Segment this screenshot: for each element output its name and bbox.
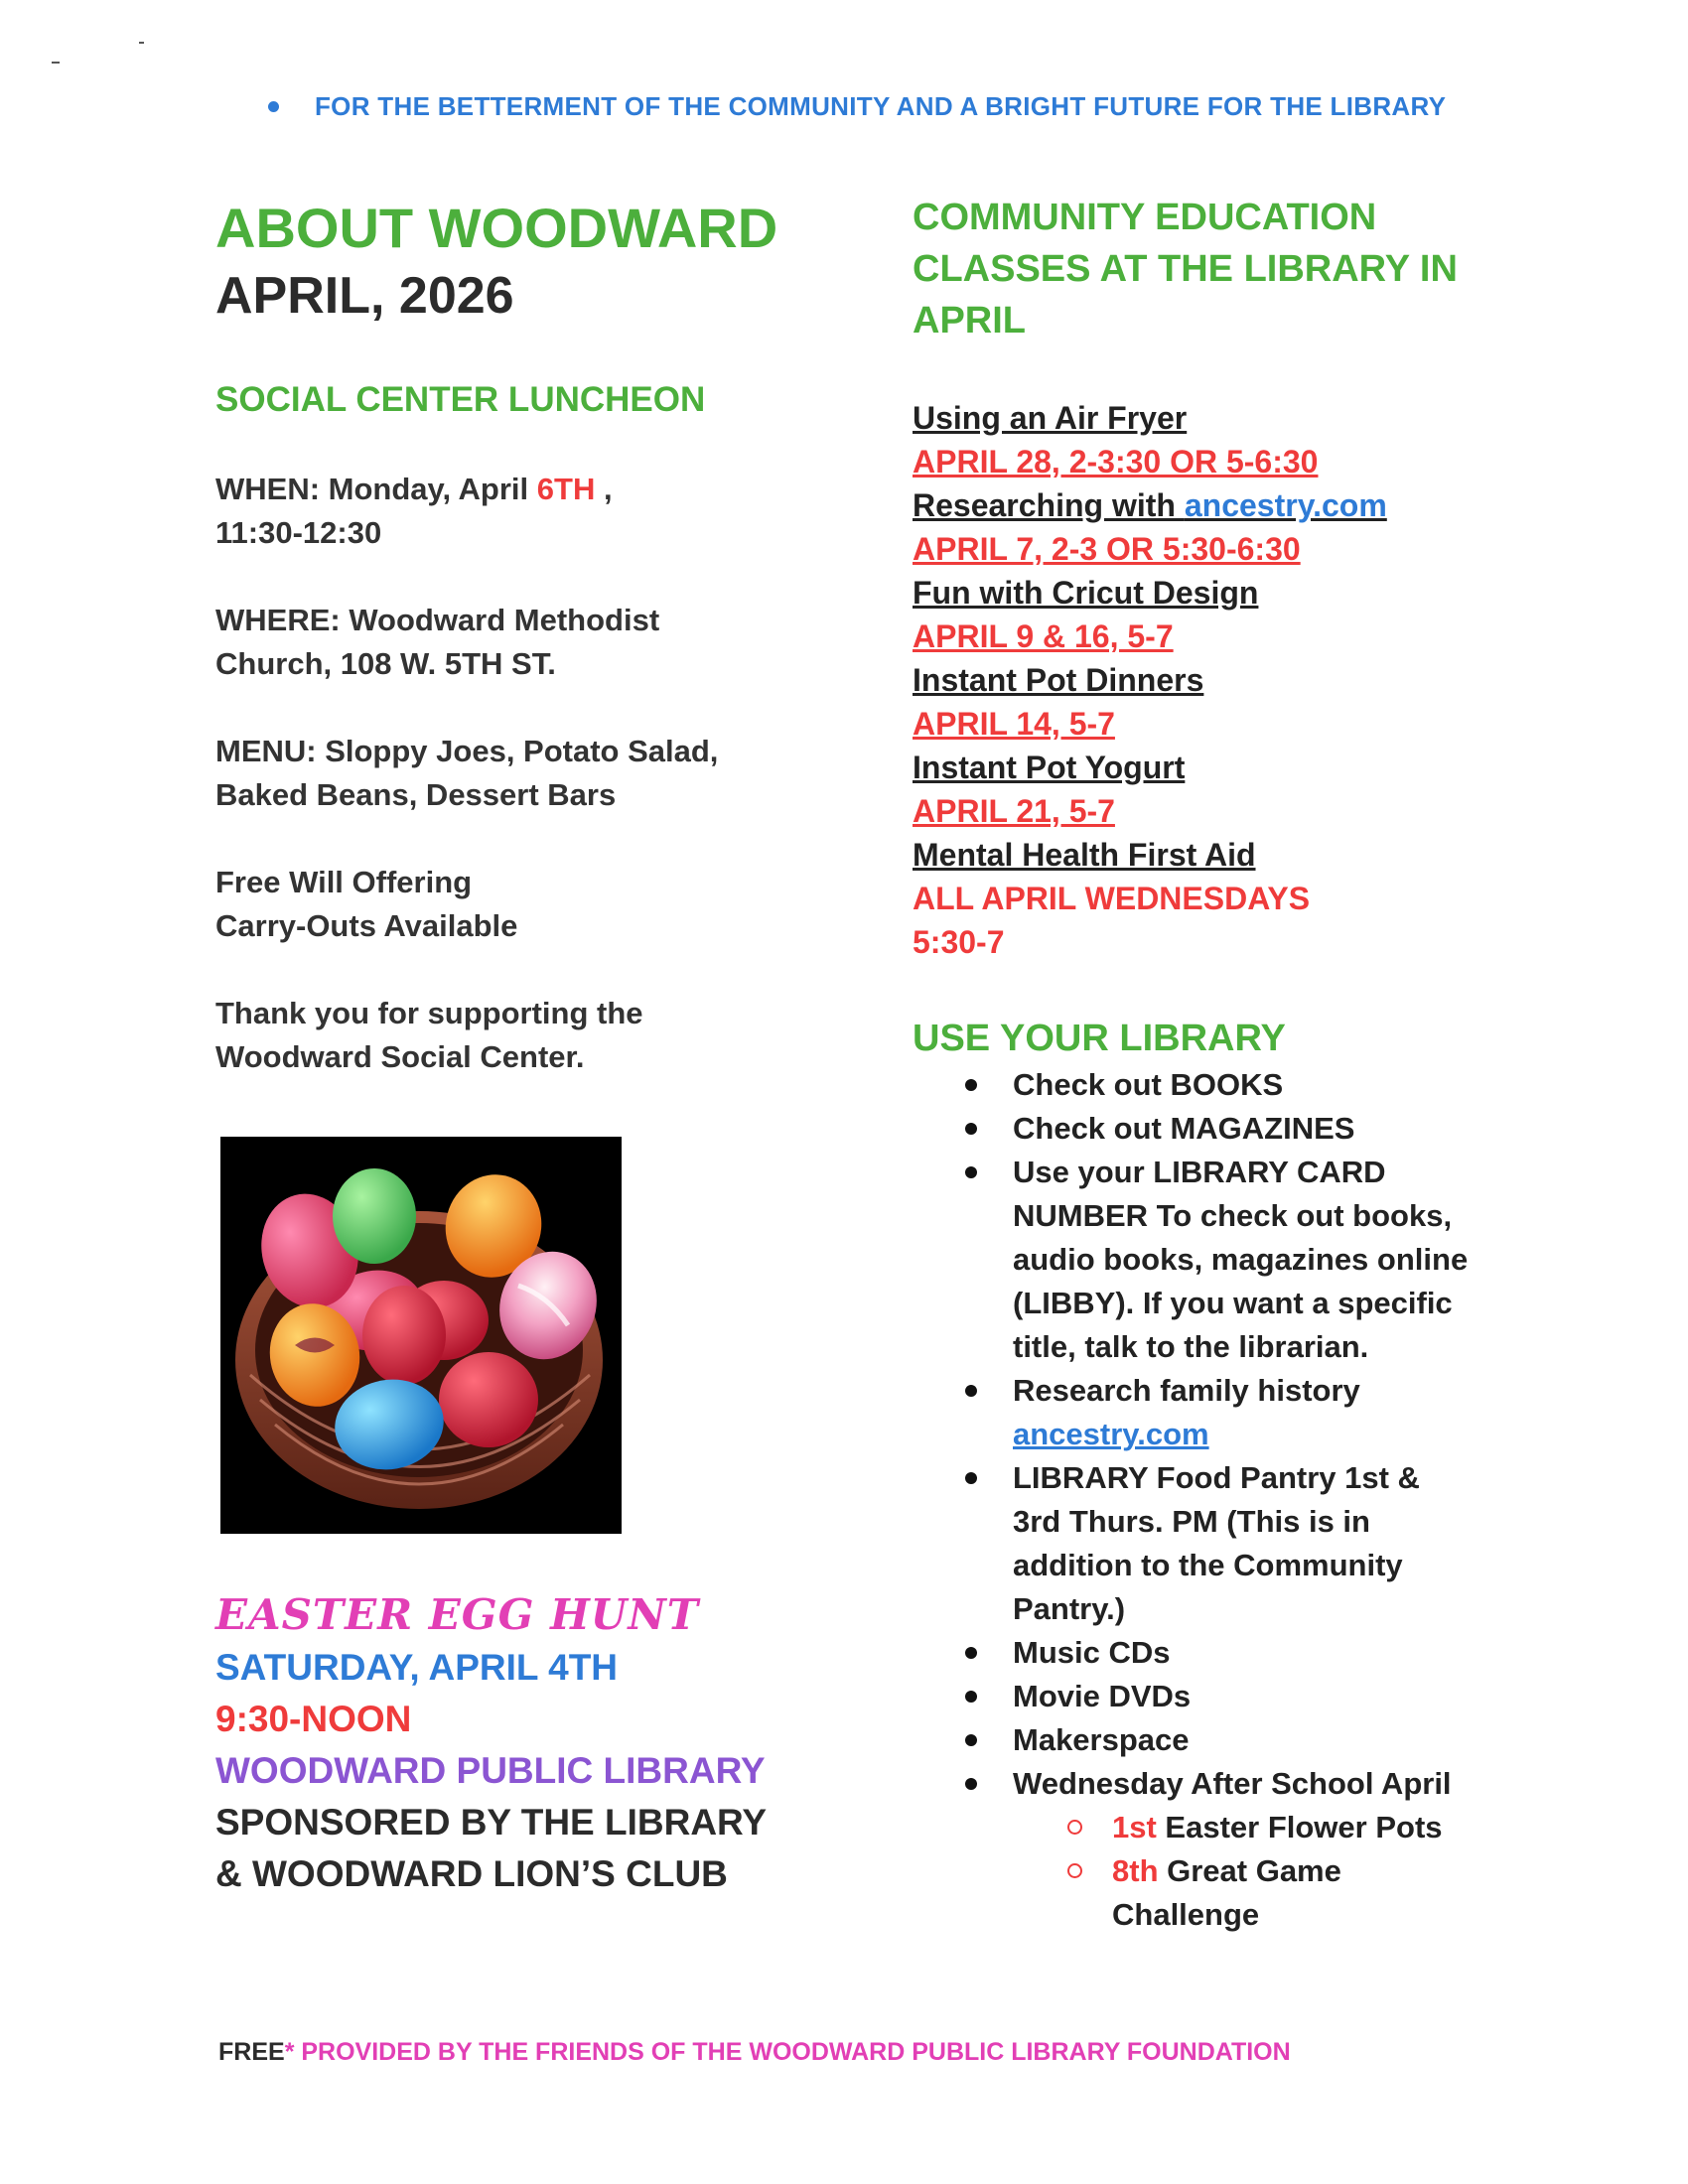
easter-sponsor: & WOODWARD LION’S CLUB	[215, 1853, 728, 1894]
item-text: addition to the Community	[1013, 1548, 1403, 1582]
tagline	[268, 91, 1446, 122]
easter-eggs-photo	[220, 1137, 622, 1534]
footer-provided: PROVIDED BY THE FRIENDS OF THE WOODWARD PUBLIC LIBRARY FOUNDATION	[294, 2038, 1291, 2066]
class-when: 5:30-7	[913, 924, 1005, 960]
menu-line: Baked Beans, Dessert Bars	[215, 777, 617, 812]
luncheon-when	[215, 468, 851, 555]
luncheon-menu	[215, 730, 851, 817]
library-heading: USE YOUR LIBRARY	[913, 1018, 1286, 1059]
class-when: APRIL 21, 5-7	[913, 793, 1115, 829]
list-item	[913, 1675, 1548, 1718]
luncheon-thanks	[215, 992, 851, 1079]
class-when: APRIL 28, 2-3:30 OR 5-6:30	[913, 444, 1319, 479]
when-time: 11:30-12:30	[215, 515, 382, 550]
list-item	[913, 1369, 1548, 1456]
footer-free: FREE	[218, 2038, 285, 2066]
class-name	[913, 483, 1548, 527]
easter-title: EASTER EGG HUNT	[215, 1590, 700, 1639]
item-text: (LIBBY). If you want a specific	[1013, 1286, 1453, 1320]
when-day: 6TH	[536, 472, 596, 506]
item-text: audio books, magazines online	[1013, 1242, 1469, 1277]
class-name: Instant Pot Yogurt	[913, 750, 1186, 785]
easter-date: SATURDAY, APRIL 4TH	[215, 1647, 619, 1688]
list-item	[913, 1631, 1548, 1675]
class-name: Mental Health First Aid	[913, 837, 1256, 873]
item-text: Pantry.)	[1013, 1591, 1126, 1626]
luncheon-offering	[215, 861, 851, 948]
item-text: NUMBER To check out books,	[1013, 1198, 1453, 1233]
easter-eggs-basket-icon	[220, 1137, 622, 1534]
list-item	[913, 1456, 1548, 1631]
thanks-line: Thank you for supporting the	[215, 996, 643, 1030]
sub-list-item	[1013, 1849, 1548, 1937]
class-name-text: Researching with	[913, 487, 1185, 523]
tagline-text: FOR THE BETTERMENT OF THE COMMUNITY AND A BRIGHT FUTURE FOR THE LIBRARY	[315, 91, 1447, 121]
class-when: APRIL 7, 2-3 OR 5:30-6:30	[913, 531, 1301, 567]
class-name: Fun with Cricut Design	[913, 575, 1259, 611]
education-heading-line: CLASSES AT THE LIBRARY IN	[913, 248, 1458, 290]
class-list	[913, 396, 1548, 964]
menu-line: MENU: Sloppy Joes, Potato Salad,	[215, 734, 719, 768]
education-heading-line: COMMUNITY EDUCATION	[913, 197, 1377, 238]
list-item	[913, 1063, 1548, 1107]
after-school-sublist	[1013, 1806, 1548, 1937]
library-list	[913, 1063, 1548, 1937]
luncheon-heading: SOCIAL CENTER LUNCHEON	[215, 380, 706, 419]
page-date: APRIL, 2026	[215, 267, 514, 325]
list-item	[913, 1107, 1548, 1151]
offering-line: Carry-Outs Available	[215, 908, 518, 943]
class-when: APRIL 9 & 16, 5-7	[913, 618, 1174, 654]
item-text: Makerspace	[1013, 1722, 1190, 1757]
sub-text: Challenge	[1112, 1897, 1260, 1932]
item-text: 3rd Thurs. PM (This is in	[1013, 1504, 1370, 1539]
footer	[218, 2038, 1291, 2067]
sub-day: 1st	[1112, 1810, 1157, 1844]
item-text: LIBRARY Food Pantry 1st &	[1013, 1460, 1420, 1495]
easter-egg-hunt	[215, 1588, 851, 1900]
easter-time: 9:30-NOON	[215, 1699, 412, 1739]
item-text: Wednesday After School April	[1013, 1766, 1452, 1801]
class-when: ALL APRIL WEDNESDAYS	[913, 881, 1311, 916]
education-heading	[913, 192, 1548, 346]
easter-sponsor: SPONSORED BY THE LIBRARY	[215, 1802, 768, 1843]
item-text: Movie DVDs	[1013, 1679, 1192, 1713]
sub-text: Great Game	[1158, 1853, 1341, 1888]
offering-line: Free Will Offering	[215, 865, 473, 899]
luncheon-where	[215, 599, 851, 686]
class-when: APRIL 14, 5-7	[913, 706, 1115, 742]
item-text: Use your LIBRARY CARD	[1013, 1155, 1386, 1189]
sub-list-item	[1013, 1806, 1548, 1849]
list-item	[913, 1151, 1548, 1369]
class-name: Instant Pot Dinners	[913, 662, 1204, 698]
list-item	[913, 1718, 1548, 1762]
item-text: Check out MAGAZINES	[1013, 1111, 1355, 1146]
page-title: ABOUT WOODWARD	[215, 197, 778, 259]
sub-day: 8th	[1112, 1853, 1159, 1888]
bullet-icon	[268, 101, 279, 112]
item-text: Research family history	[1013, 1373, 1360, 1408]
list-item	[913, 1762, 1548, 1937]
ancestry-link[interactable]: ancestry.com	[1013, 1417, 1209, 1451]
item-text: Check out BOOKS	[1013, 1067, 1284, 1102]
where-line: Church, 108 W. 5TH ST.	[215, 646, 556, 681]
ancestry-link[interactable]: ancestry.com	[1184, 487, 1387, 523]
item-text: Music CDs	[1013, 1635, 1171, 1670]
scan-speck	[139, 42, 144, 44]
sub-text: Easter Flower Pots	[1156, 1810, 1443, 1844]
scan-speck	[52, 62, 60, 64]
right-column	[913, 192, 1548, 1937]
thanks-line: Woodward Social Center.	[215, 1039, 585, 1074]
item-text: title, talk to the librarian.	[1013, 1329, 1369, 1364]
left-column	[215, 194, 851, 1079]
footer-asterisk: *	[284, 2038, 295, 2066]
easter-place: WOODWARD PUBLIC LIBRARY	[215, 1750, 766, 1791]
when-sep: ,	[595, 472, 613, 506]
where-line: WHERE: Woodward Methodist	[215, 603, 660, 637]
class-name: Using an Air Fryer	[913, 400, 1188, 436]
when-label: WHEN: Monday, April	[215, 472, 529, 506]
education-heading-line: APRIL	[913, 300, 1026, 341]
